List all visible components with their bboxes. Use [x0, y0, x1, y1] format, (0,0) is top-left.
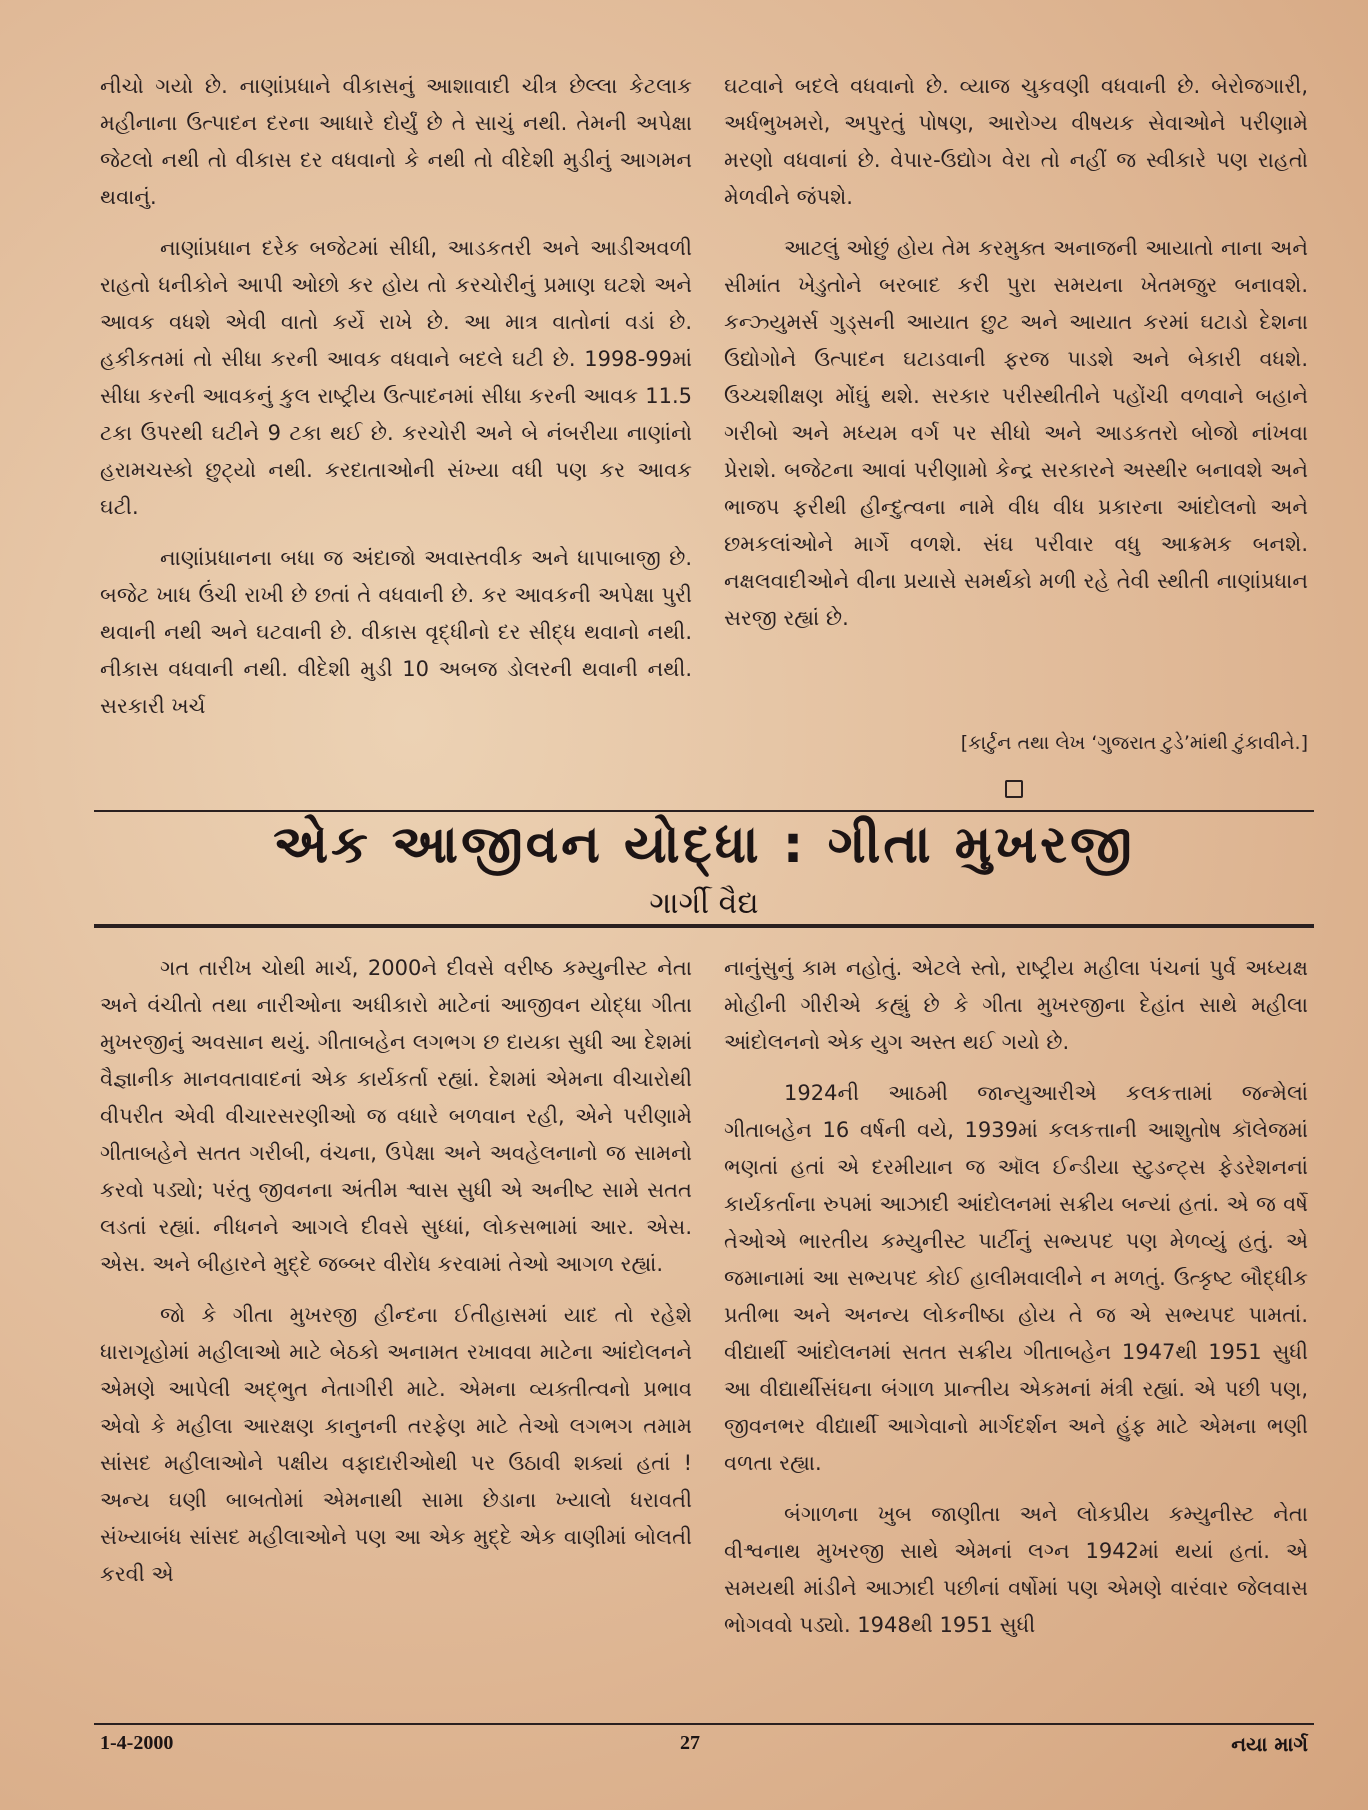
bottom-right-column [724, 950, 1308, 1644]
paragraph: ગત તારીખ ચોથી માર્ચ, 2000ને દીવસે વરીષ્ઠ કમ્યુનીસ્ટ નેતા અને વંચીતો તથા નારીઓના અધીકારો માટેનાં આજીવન યોદ્ધા ગીતા મુખરજીનું અવસાન થયું. ગીતાબહેન લગભગ છ દાયકા સુધી આ દેશમાં વૈજ્ઞાનીક માનવતાવાદનાં એક કાર્યકર્તા રહ્યાં. દેશમાં એમના વીચારોથી વીપરીત એવી વીચારસરણીઓ જ વધારે બળવાન રહી, એને પરીણામે ગીતાબહેને સતત ગરીબી, વંચના, ઉપેક્ષા અને અવહેલનાનો જ સામનો કરવો પડ્યો; પરંતુ જીવનના અંતીમ શ્વાસ સુધી એ અનીષ્ટ સામે સતત લડતાં રહ્યાં. નીધનને આગલે દીવસે સુધ્ધાં, લોકસભામાં આર. એસ. એસ. અને બીહારને મુદ્દે જબ્બર વીરોધ કરવામાં તેઓ આગળ રહ્યાં. [100, 956, 692, 1276]
paragraph: જો કે ગીતા મુખરજી હીન્દના ઈતીહાસમાં યાદ તો રહેશે ધારાગૃહોમાં મહીલાઓ માટે બેઠકો અનામત રખાવવા માટેના આંદોલનને એમણે આપેલી અદ્ભુત નેતાગીરી માટે. એમના વ્યક્તીત્વનો પ્રભાવ એવો કે મહીલા આરક્ષણ કાનુનની તરફેણ માટે તેઓ લગભગ તમામ સાંસદ મહીલાઓને પક્ષીય વફાદારીઓથી પર ઉઠાવી શક્યાં હતાં ! અન્ય ઘણી બાબતોમાં એમનાથી સામા છેડાના ખ્યાલો ધરાવતી સંખ્યાબંધ સાંસદ મહીલાઓને પણ આ એક મુદ્દે એક વાણીમાં બોલતી કરવી એ [100, 1303, 692, 1586]
paragraph: નાનુંસુનું કામ નહોતું. એટલે સ્તો, રાષ્ટ્રીય મહીલા પંચનાં પુર્વ અધ્યક્ષ મોહીની ગીરીએ કહ્યું છે કે ગીતા મુખરજીના દેહાંત સાથે મહીલા આંદોલનનો એક યુગ અસ્ત થઈ ગયો છે. [724, 956, 1308, 1054]
bottom-left-column [100, 950, 692, 1593]
top-right-column [724, 68, 1308, 637]
top-left-column [100, 68, 692, 725]
footer-divider [94, 1723, 1314, 1725]
paragraph: ઘટવાને બદલે વધવાનો છે. વ્યાજ ચુકવણી વધવાની છે. બેરોજગારી, અર્ધભુખમરો, અપુરતું પોષણ, આરોગ્ય વીષયક સેવાઓને પરીણામે મરણો વધવાનાં છે. વેપાર-ઉદ્યોગ વેરા તો નહીં જ સ્વીકારે પણ રાહતો મેળવીને જંપશે. [724, 74, 1308, 209]
source-note: [કાર્ટુન તથા લેખ ‘ગુજરાત ટુડે’માંથી ટુંકાવીને.] [960, 732, 1308, 754]
magazine-name: નયા માર્ગ [1231, 1732, 1308, 1756]
paragraph: આટલું ઓછું હોય તેમ કરમુક્ત અનાજની આયાતો નાના અને સીમાંત ખેડુતોને બરબાદ કરી પુરા સમયના ખેતમજુર બનાવશે. કન્ઝ્યુમર્સ ગુડ્સની આયાત છુટ અને આયાત કરમાં ઘટાડો દેશના ઉદ્યોગોને ઉત્પાદન ઘટાડવાની ફરજ પાડશે અને બેકારી વધશે. ઉચ્ચશીક્ષણ મોંઘું થશે. સરકાર પરીસ્થીતીને પહોંચી વળવાને બહાને ગરીબો અને મધ્યમ વર્ગ પર સીધો અને આડકતરો બોજો નાંખવા પ્રેરાશે. બજેટના આવાં પરીણામો કેન્દ્ર સરકારને અસ્થીર બનાવશે અને ભાજપ ફરીથી હીન્દુત્વના નામે વીધ વીધ પ્રકારના આંદોલનો અને છમકલાંઓને માર્ગે વળશે. સંઘ પરીવાર વધુ આક્રમક બનશે. નક્ષલવાદીઓને વીના પ્રયાસે સમર્થકો મળી રહે તેવી સ્થીતી નાણાંપ્રધાન સરજી રહ્યાં છે. [724, 236, 1308, 630]
divider [94, 810, 1314, 812]
article-author: ગાર્ગી વૈદ્ય [649, 886, 759, 921]
footer-date: 1-4-2000 [100, 1732, 174, 1754]
divider [94, 924, 1314, 928]
paragraph: નીચો ગયો છે. નાણાંપ્રધાને વીકાસનું આશાવાદી ચીત્ર છેલ્લા કેટલાક મહીનાના ઉત્પાદન દરના આધારે દોર્યું છે તે સાચું નથી. તેમની અપેક્ષા જેટલો નથી તો વીકાસ દર વધવાનો કે નથી તો વીદેશી મુડીનું આગમન થવાનું. [100, 74, 692, 209]
paragraph: 1924ની આઠમી જાન્યુઆરીએ કલકત્તામાં જન્મેલાં ગીતાબહેન 16 વર્ષની વયે, 1939માં કલકત્તાની આશુતોષ કૉલેજમાં ભણતાં હતાં એ દરમીયાન જ ઑલ ઈન્ડીયા સ્ટુડન્ટ્સ ફેડરેશનનાં કાર્યકર્તાના રુપમાં આઝાદી આંદોલનમાં સક્રીય બન્યાં હતાં. એ જ વર્ષે તેઓએ ભારતીય કમ્યુનીસ્ટ પાર્ટીનું સભ્યપદ પણ મેળવ્યું હતું. એ જમાનામાં આ સભ્યપદ કોઈ હાલીમવાલીને ન મળતું. ઉત્કૃષ્ટ બૌદ્ધીક પ્રતીભા અને અનન્ય લોકનીષ્ઠા હોય તે જ એ સભ્યપદ પામતાં. વીદ્યાર્થી આંદોલનમાં સતત સક્રીય ગીતાબહેન 1947થી 1951 સુધી આ વીદ્યાર્થીસંઘના બંગાળ પ્રાન્તીય એકમનાં મંત્રી રહ્યાં. એ પછી પણ, જીવનભર વીદ્યાર્થી આગેવાનો માર્ગદર્શન અને હુંફ માટે એમના ભણી વળતા રહ્યા. [724, 1081, 1308, 1475]
end-mark-icon [1005, 780, 1023, 798]
paragraph: નાણાંપ્રધાન દરેક બજેટમાં સીધી, આડકતરી અને આડીઅવળી રાહતો ધનીકોને આપી ઓછો કર હોય તો કરચોરીનું પ્રમાણ ઘટશે અને આવક વધશે એવી વાતો કર્યે રાખે છે. આ માત્ર વાતોનાં વડાં છે. હકીકતમાં તો સીધા કરની આવક વધવાને બદલે ઘટી છે. 1998-99માં સીધા કરની આવકનું કુલ રાષ્ટ્રીય ઉત્પાદનમાં સીધા કરની આવક 11.5 ટકા ઉપરથી ઘટીને 9 ટકા થઈ છે. કરચોરી અને બે નંબરીયા નાણાંનો હરામચસ્કો છુટ્યો નથી. કરદાતાઓની સંખ્યા વધી પણ કર આવક ઘટી. [100, 236, 692, 519]
page-number: 27 [680, 1732, 700, 1754]
article-title: એક આજીવન યોદ્ધા : ગીતા મુખરજી [273, 815, 1135, 875]
paragraph: બંગાળના ખુબ જાણીતા અને લોકપ્રીય કમ્યુનીસ્ટ નેતા વીશ્વનાથ મુખરજી સાથે એમનાં લગ્ન 1942માં થયાં હતાં. એ સમયથી માંડીને આઝાદી પછીનાં વર્ષોમાં પણ એમણે વારંવાર જેલવાસ ભોગવવો પડ્યો. 1948થી 1951 સુધી [724, 1502, 1308, 1637]
paragraph: નાણાંપ્રધાનના બધા જ અંદાજો અવાસ્તવીક અને ધાપાબાજી છે. બજેટ ખાધ ઉંચી રાખી છે છતાં તે વધવાની છે. કર આવકની અપેક્ષા પુરી થવાની નથી અને ઘટવાની છે. વીકાસ વૃદ્ધીનો દર સીદ્ધ થવાનો નથી. નીકાસ વધવાની નથી. વીદેશી મુડી 10 અબજ ડોલરની થવાની નથી. સરકારી ખર્ચ [100, 546, 692, 718]
